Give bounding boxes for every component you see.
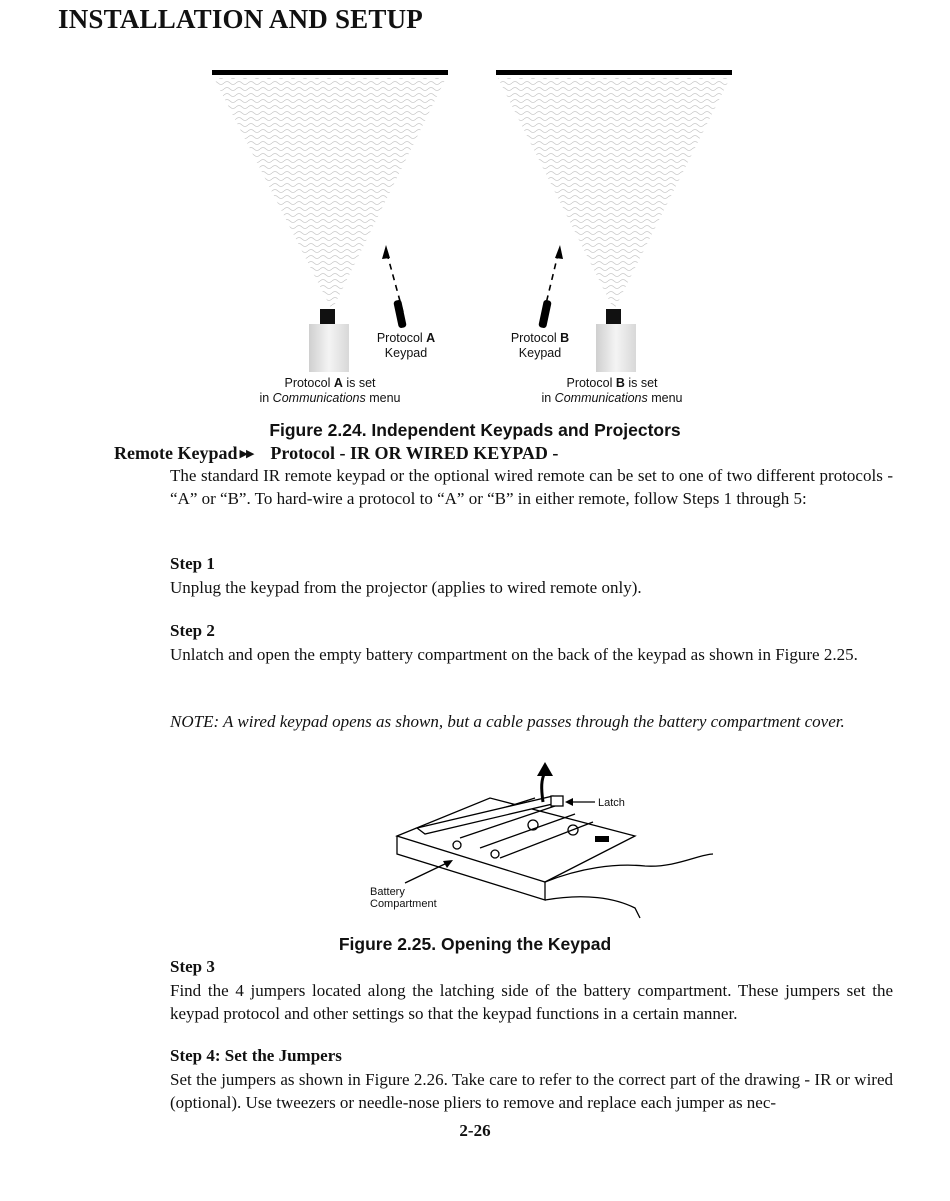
latch-icon: [551, 796, 563, 806]
keypad-right-icon: [538, 299, 552, 328]
projector-lens-right: [606, 309, 621, 325]
keypad-b-label-text: Protocol: [510, 331, 561, 345]
figure-2-24-caption: Figure 2.24. Independent Keypads and Projectors: [269, 420, 681, 440]
projector-lens-left: [320, 309, 335, 325]
page-number: 2-26: [459, 1121, 491, 1140]
latch-pointer-head: [565, 798, 573, 806]
ir-window: [595, 836, 609, 842]
projector-b-label-1b: B: [615, 376, 625, 390]
projector-a-label: [240, 376, 420, 406]
figure-2-25-caption: Figure 2.25. Opening the Keypad: [338, 934, 612, 954]
projection-diagram: [200, 62, 760, 412]
projector-b-label-2a: in: [541, 391, 555, 405]
beam-right: [498, 78, 730, 310]
projector-b-label-1a: Protocol: [566, 376, 616, 390]
projector-b-label: [522, 376, 702, 406]
step-2-title: Step 2: [170, 621, 215, 640]
menu-path-start: Remote Keypad: [114, 443, 238, 463]
menu-path-end: Protocol - IR OR WIRED KEYPAD -: [270, 443, 559, 463]
step-2-text: Unlatch and open the empty battery compartment on the back of the keypad as shown in Figure 2.25.: [170, 645, 858, 664]
battery-label: [370, 886, 437, 910]
projector-a-label-2a: in: [259, 391, 273, 405]
keypad-left-icon: [393, 299, 407, 328]
keypad-b-label-line2: Keypad: [518, 346, 562, 360]
keypad-b-label: [500, 331, 580, 361]
step-1-text: Unplug the keypad from the projector (applies to wired remote only).: [170, 578, 642, 597]
latch-label: Latch: [598, 797, 625, 809]
keypad-a-label-line2: Keypad: [384, 346, 428, 360]
screen-left: [212, 70, 448, 75]
projector-a-label-1c: is set: [342, 376, 376, 390]
projector-b-label-2b: Communications: [554, 391, 648, 405]
projector-b-label-2c: menu: [647, 391, 683, 405]
page-title: INSTALLATION AND SETUP: [58, 4, 423, 34]
step-4-text: Set the jumpers as shown in Figure 2.26. Take care to refer to the correct part of the drawing - IR or wired (optional). Use tweezers or needle-nose pliers to remove and replace each jumper as nec-: [170, 1070, 893, 1112]
projector-a-label-1b: A: [333, 376, 343, 390]
projector-a-label-2b: Communications: [272, 391, 366, 405]
keypad-a-label: [366, 331, 446, 361]
projector-left: [309, 324, 349, 372]
beam-left: [214, 78, 446, 310]
ir-arrowhead-left: [382, 245, 390, 259]
screen-right: [496, 70, 732, 75]
protocol-b-letter: B: [560, 331, 570, 345]
projector-a-label-2c: menu: [365, 391, 401, 405]
figure-independent-keypads: [200, 62, 760, 412]
ir-arrowhead-right: [555, 245, 563, 259]
battery-pointer: [405, 862, 449, 883]
projector-right: [596, 324, 636, 372]
figure-opening-keypad: [365, 758, 725, 928]
note-paragraph: NOTE: A wired keypad opens as shown, but a cable passes through the battery compartment cover.: [170, 712, 845, 731]
keypad-a-label-text: Protocol: [376, 331, 427, 345]
step-4-title: Step 4: Set the Jumpers: [170, 1046, 342, 1065]
section-heading: [114, 443, 558, 464]
projector-b-label-1c: is set: [624, 376, 658, 390]
projector-a-label-1a: Protocol: [284, 376, 334, 390]
keypad-tail-lower: [545, 897, 640, 918]
step-3-text: Find the 4 jumpers located along the latching side of the battery compartment. These jumpers set the keypad protocol and other settings so that the keypad functions in a certain manner.: [170, 981, 893, 1023]
step-1-title: Step 1: [170, 554, 215, 573]
intro-paragraph: The standard IR remote keypad or the optional wired remote can be set to one of two different protocols - “A” or “B”. To hard-wire a protocol to “A” or “B” in either remote, follow Steps 1 through 5:: [170, 466, 893, 508]
battery-label-line2: Compartment: [370, 898, 437, 910]
double-arrow-icon: ▶▶: [239, 448, 253, 460]
battery-label-line1: Battery: [370, 886, 405, 898]
protocol-a-letter: A: [426, 331, 436, 345]
step-3-title: Step 3: [170, 957, 215, 976]
lift-arrowhead: [537, 762, 553, 776]
